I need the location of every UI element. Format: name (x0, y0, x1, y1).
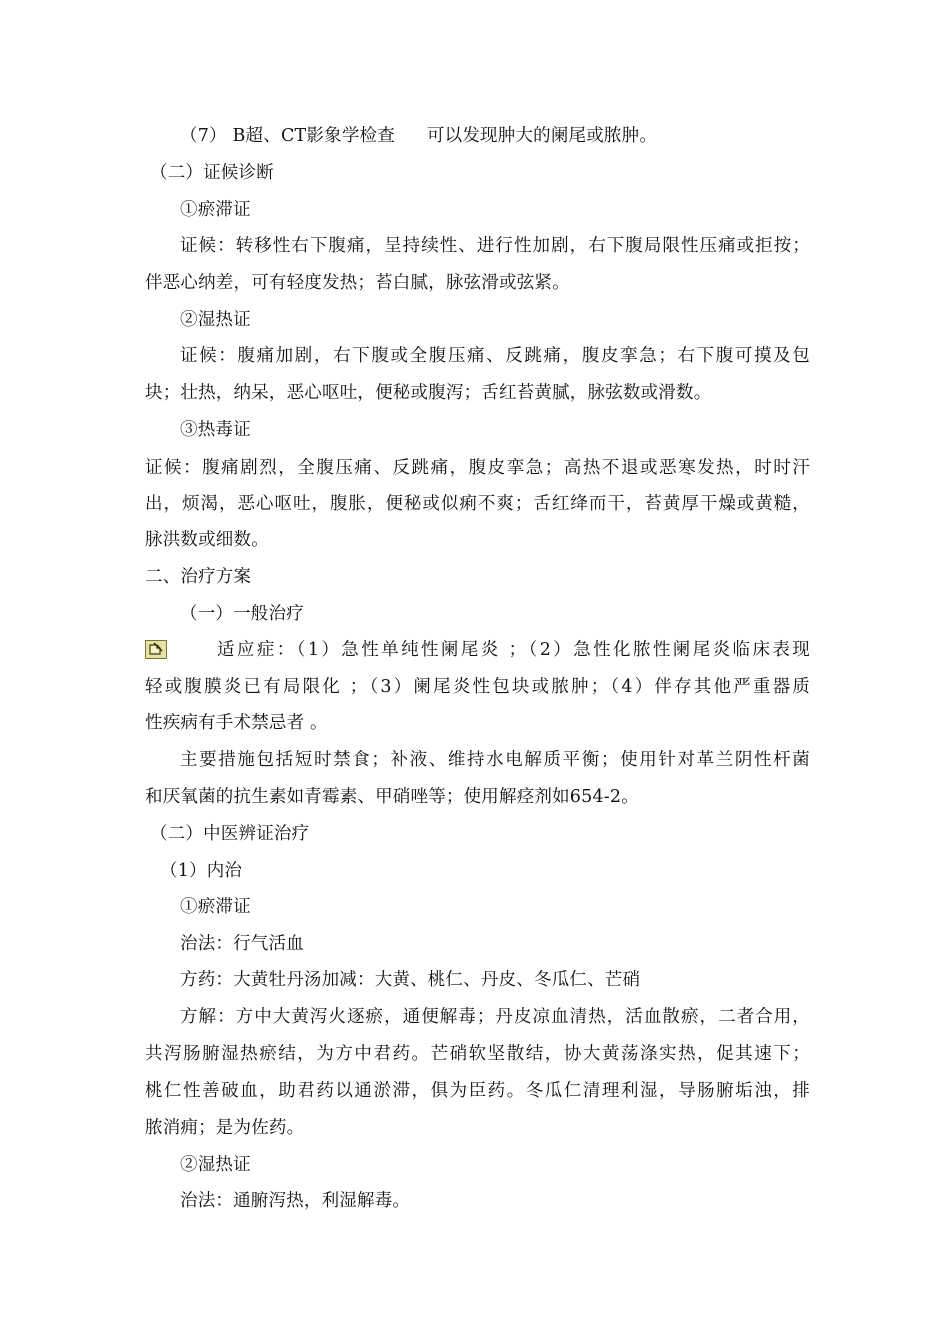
main-measures-text: 和厌氧菌的抗生素如青霉素、甲硝唑等；使用解痉剂如654-2。 (145, 787, 639, 807)
heading-treatment-plan: 二、治疗方案 (145, 567, 252, 587)
treatment-1-formula: 方药：大黄牡丹汤加减：大黄、桃仁、丹皮、冬瓜仁、芒硝 (180, 970, 641, 990)
syndrome-1-text: 证候：转移性右下腹痛，呈持续性、进行性加剧，右下腹局限性压痛或拒按； (180, 236, 810, 256)
indications-text: 性疾病有手术禁忌者 。 (145, 713, 328, 733)
treatment-1-method: 治法：行气活血 (180, 934, 304, 954)
treatment-2-method: 治法：通腑泻热，利湿解毒。 (180, 1191, 411, 1211)
main-measures-text: 主要措施包括短时禁食；补液、维持水电解质平衡；使用针对革兰阴性杆菌 (180, 750, 810, 770)
treatment-1-explanation: 脓消痈；是为佐药。 (145, 1118, 305, 1138)
syndrome-3-text: 证候：腹痛剧烈，全腹压痛、反跳痛，腹皮挛急；高热不退或恶寒发热，时时汗 (145, 458, 810, 478)
treatment-2-title: ②湿热证 (180, 1155, 251, 1175)
syndrome-3-title: ③热毒证 (180, 420, 251, 440)
comment-note-icon[interactable] (145, 640, 167, 659)
heading-internal-treatment: （1）内治 (160, 861, 243, 881)
syndrome-3-text: 出，烦渴，恶心呕吐，腹胀，便秘或似痢不爽；舌红绛而干，苔黄厚干燥或黄糙， (145, 494, 810, 514)
syndrome-2-text: 证候：腹痛加剧，右下腹或全腹压痛、反跳痛，腹皮挛急；右下腹可摸及包 (180, 346, 810, 366)
exam-label: （7） B超、CT影象学检查 (180, 126, 395, 146)
heading-general-treatment: （一）一般治疗 (180, 604, 304, 624)
syndrome-1-text: 伴恶心纳差，可有轻度发热；苔白腻，脉弦滑或弦紧。 (145, 273, 570, 293)
syndrome-2-title: ②湿热证 (180, 310, 251, 330)
syndrome-2-text: 块；壮热，纳呆，恶心呕吐，便秘或腹泻；舌红苔黄腻，脉弦数或滑数。 (145, 383, 712, 403)
indications-text: 适应症：（1）急性单纯性阑尾炎 ；（2）急性化脓性阑尾炎临床表现 (217, 640, 810, 660)
syndrome-1-title: ①瘀滞证 (180, 200, 251, 220)
treatment-1-title: ①瘀滞证 (180, 897, 251, 917)
syndrome-3-text: 脉洪数或细数。 (145, 530, 269, 550)
indications-text: 轻或腹膜炎已有局限化 ；（3）阑尾炎性包块或脓肿；（4）伴存其他严重器质 (145, 677, 810, 697)
treatment-1-explanation: 桃仁性善破血，助君药以通淤滞，俱为臣药。冬瓜仁清理利湿，导肠腑垢浊，排 (145, 1081, 810, 1101)
exam-line (180, 124, 845, 148)
treatment-1-explanation: 共泻肠腑湿热瘀结，为方中君药。芒硝软坚散结，协大黄荡涤实热，促其速下； (145, 1044, 810, 1064)
treatment-1-explanation: 方解：方中大黄泻火逐瘀，通便解毒；丹皮凉血清热，活血散瘀，二者合用， (180, 1007, 810, 1027)
heading-tcm-treatment: （二）中医辨证治疗 (150, 824, 310, 844)
exam-finding: 可以发现肿大的阑尾或脓肿。 (426, 126, 658, 146)
heading-syndrome-diagnosis: （二）证候诊断 (150, 163, 274, 183)
